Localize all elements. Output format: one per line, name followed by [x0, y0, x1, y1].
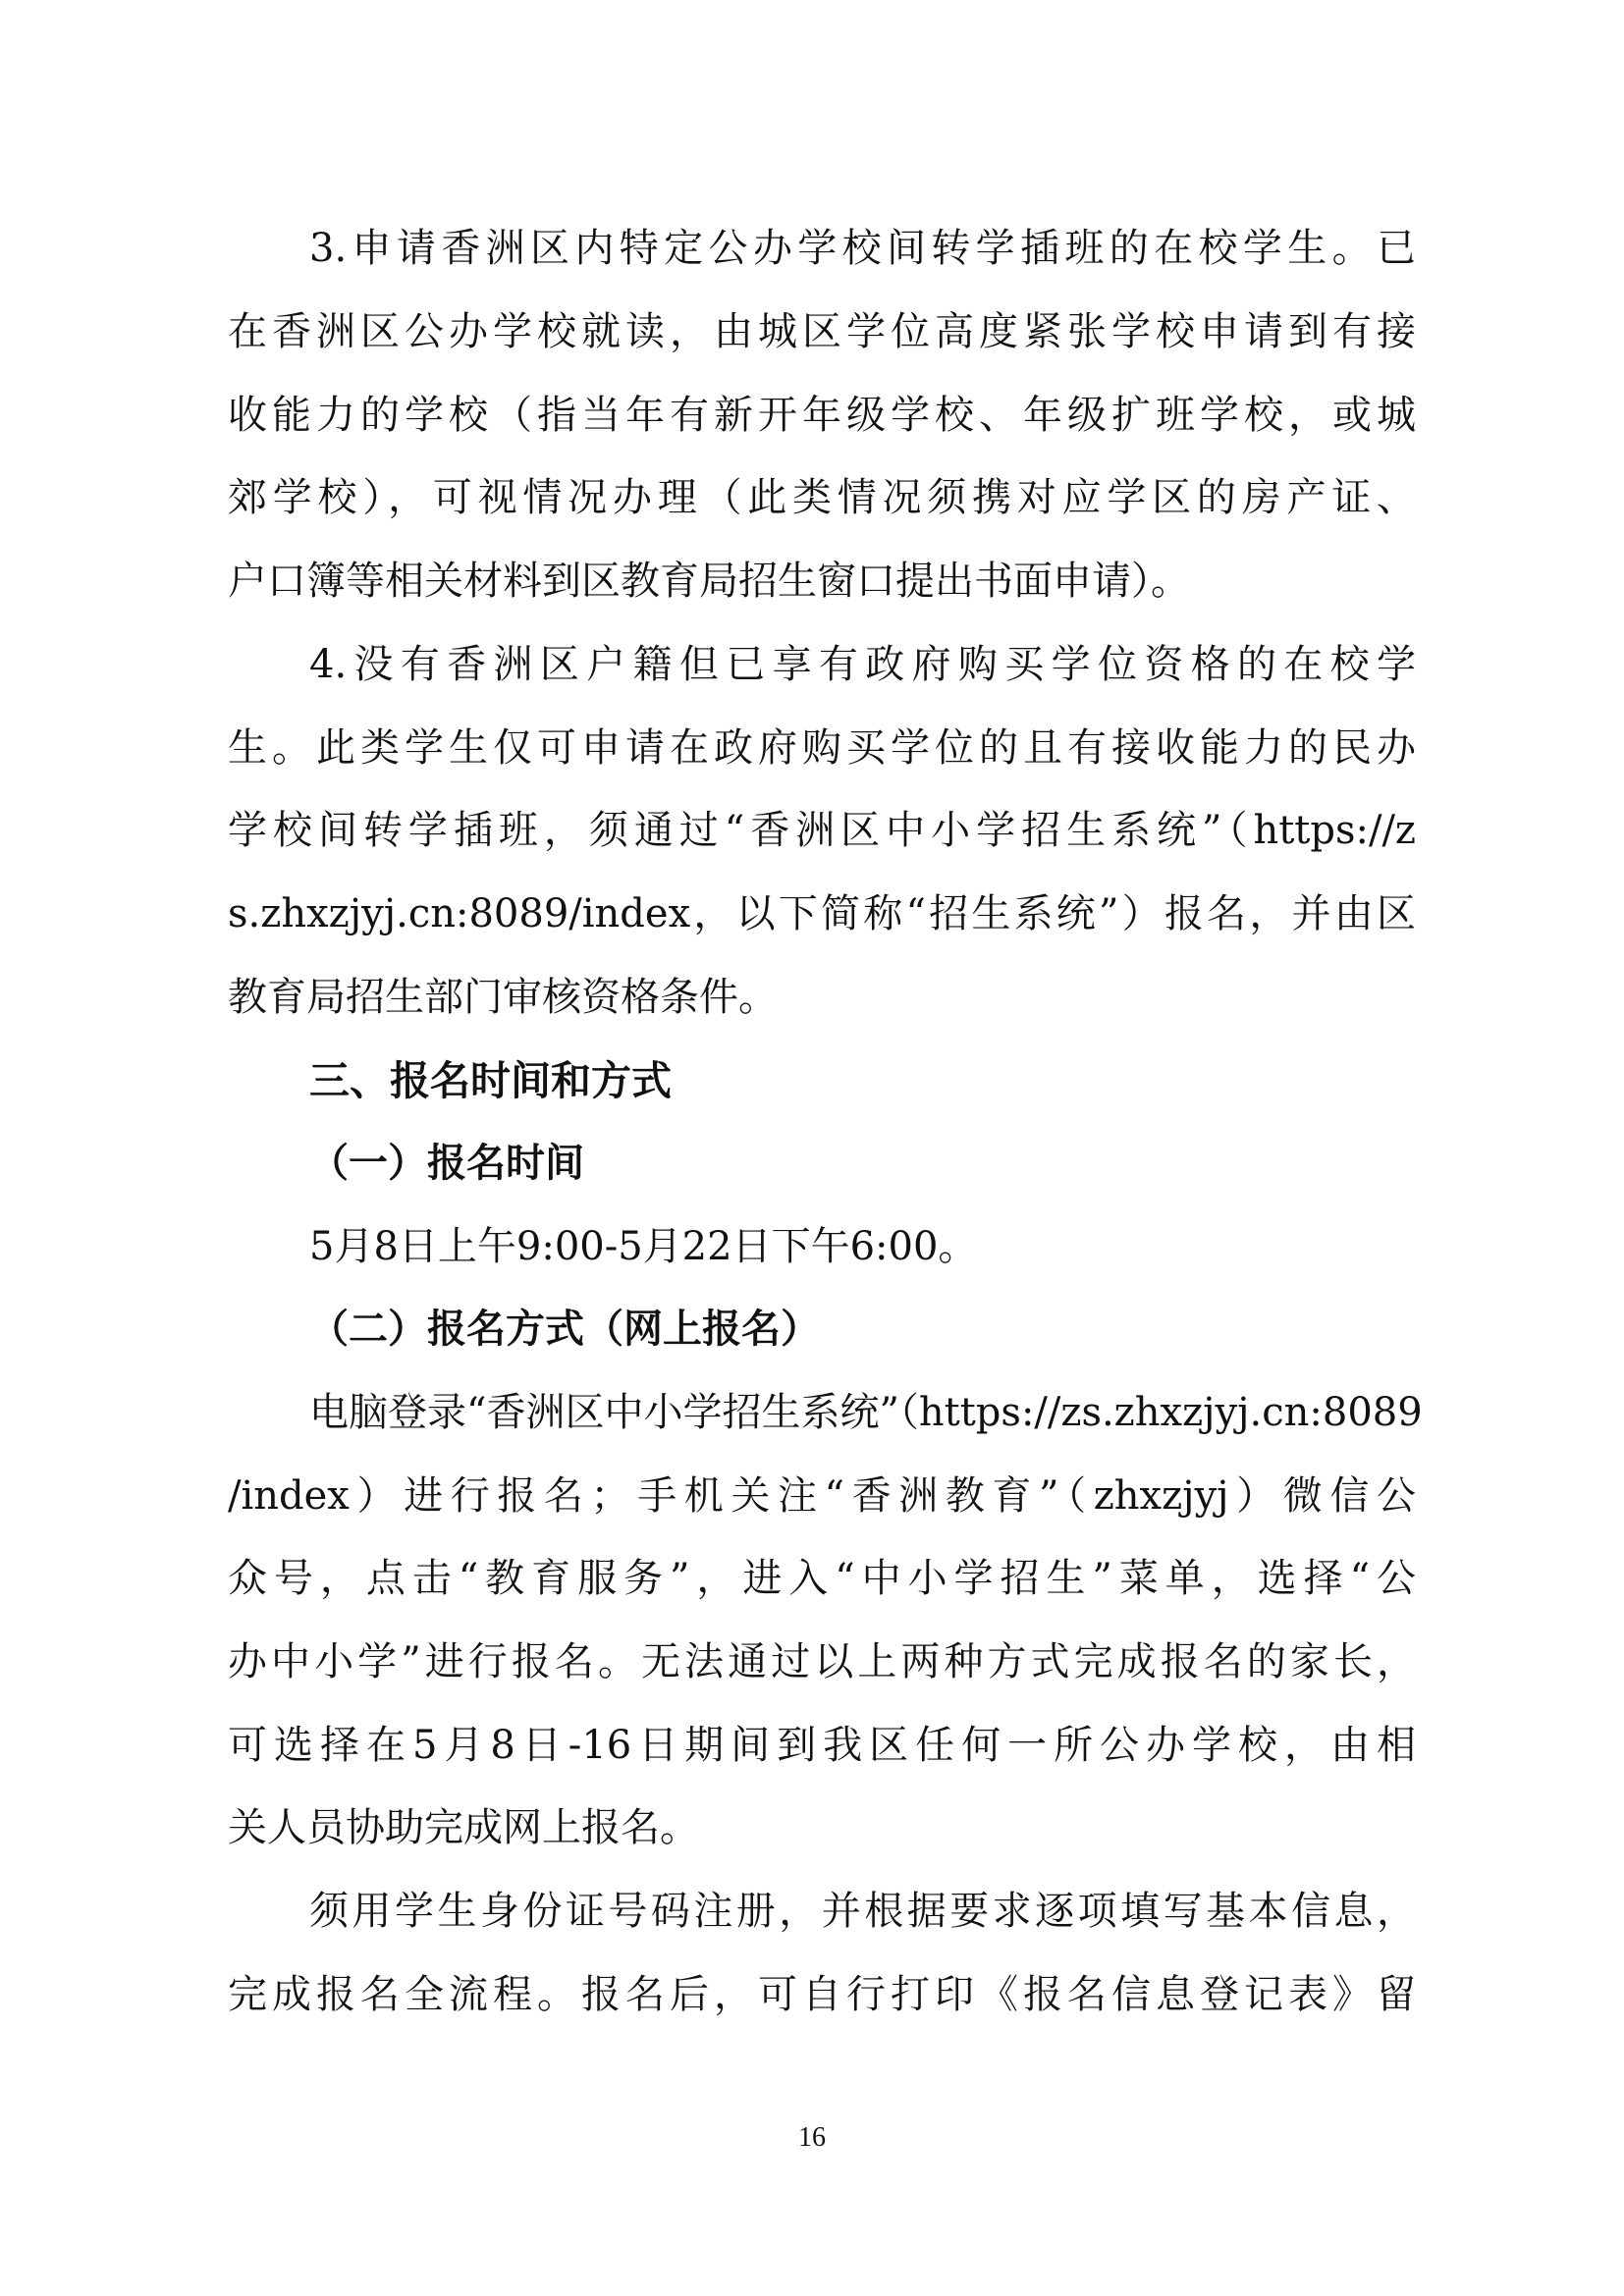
- register-paragraph-line-2: 完成报名全流程。报名后，可自行打印《报名信息登记表》留: [228, 1972, 1416, 2017]
- registration-time-text: 5月8日上午9:00-5月22日下午6:00。: [309, 1224, 978, 1269]
- paragraph-4-line-3: 学校间转学插班，须通过“香洲区中小学招生系统”（https://z: [228, 808, 1416, 853]
- method-paragraph-line-2: /index）进行报名；手机关注“香洲教育”（zhxzjyj）微信公: [228, 1473, 1416, 1519]
- subsection-heading-method: （二）报名方式（网上报名）: [309, 1306, 820, 1352]
- paragraph-3-line-1: 3.申请香洲区内特定公办学校间转学插班的在校学生。已: [309, 226, 1416, 271]
- paragraph-4-line-4: s.zhxzjyj.cn:8089/index，以下简称“招生系统”）报名，并由区: [228, 891, 1416, 936]
- method-paragraph-line-5: 可选择在5月8日-16日期间到我区任何一所公办学校，由相: [228, 1723, 1416, 1768]
- register-paragraph-line-1: 须用学生身份证号码注册，并根据要求逐项填写基本信息，: [309, 1889, 1416, 1934]
- paragraph-3-line-5: 户口簿等相关材料到区教育局招生窗口提出书面申请）。: [228, 559, 1190, 604]
- paragraph-3-line-3: 收能力的学校（指当年有新开年级学校、年级扩班学校，或城: [228, 393, 1416, 438]
- paragraph-4-line-2: 生。此类学生仅可申请在政府购买学位的且有接收能力的民办: [228, 725, 1416, 771]
- paragraph-3-line-2: 在香洲区公办学校就读，由城区学位高度紧张学校申请到有接: [228, 309, 1416, 354]
- paragraph-4-line-5: 教育局招生部门审核资格条件。: [228, 975, 778, 1020]
- paragraph-3-line-4: 郊学校），可视情况办理（此类情况须携对应学区的房产证、: [228, 475, 1416, 520]
- page-number: 16: [798, 2122, 826, 2153]
- method-paragraph-line-3: 众号，点击“教育服务”，进入“中小学招生”菜单，选择“公: [228, 1556, 1416, 1601]
- method-paragraph-line-6: 关人员协助完成网上报名。: [228, 1805, 699, 1850]
- section-heading: 三、报名时间和方式: [309, 1057, 672, 1104]
- method-paragraph-line-4: 办中小学”进行报名。无法通过以上两种方式完成报名的家长，: [228, 1639, 1416, 1684]
- subsection-heading-time: （一）报名时间: [309, 1140, 584, 1186]
- paragraph-4-line-1: 4.没有香洲区户籍但已享有政府购买学位资格的在校学: [309, 642, 1416, 687]
- method-paragraph-line-1: 电脑登录“香洲区中小学招生系统”（https://zs.zhxzjyj.cn:8089: [309, 1390, 1423, 1435]
